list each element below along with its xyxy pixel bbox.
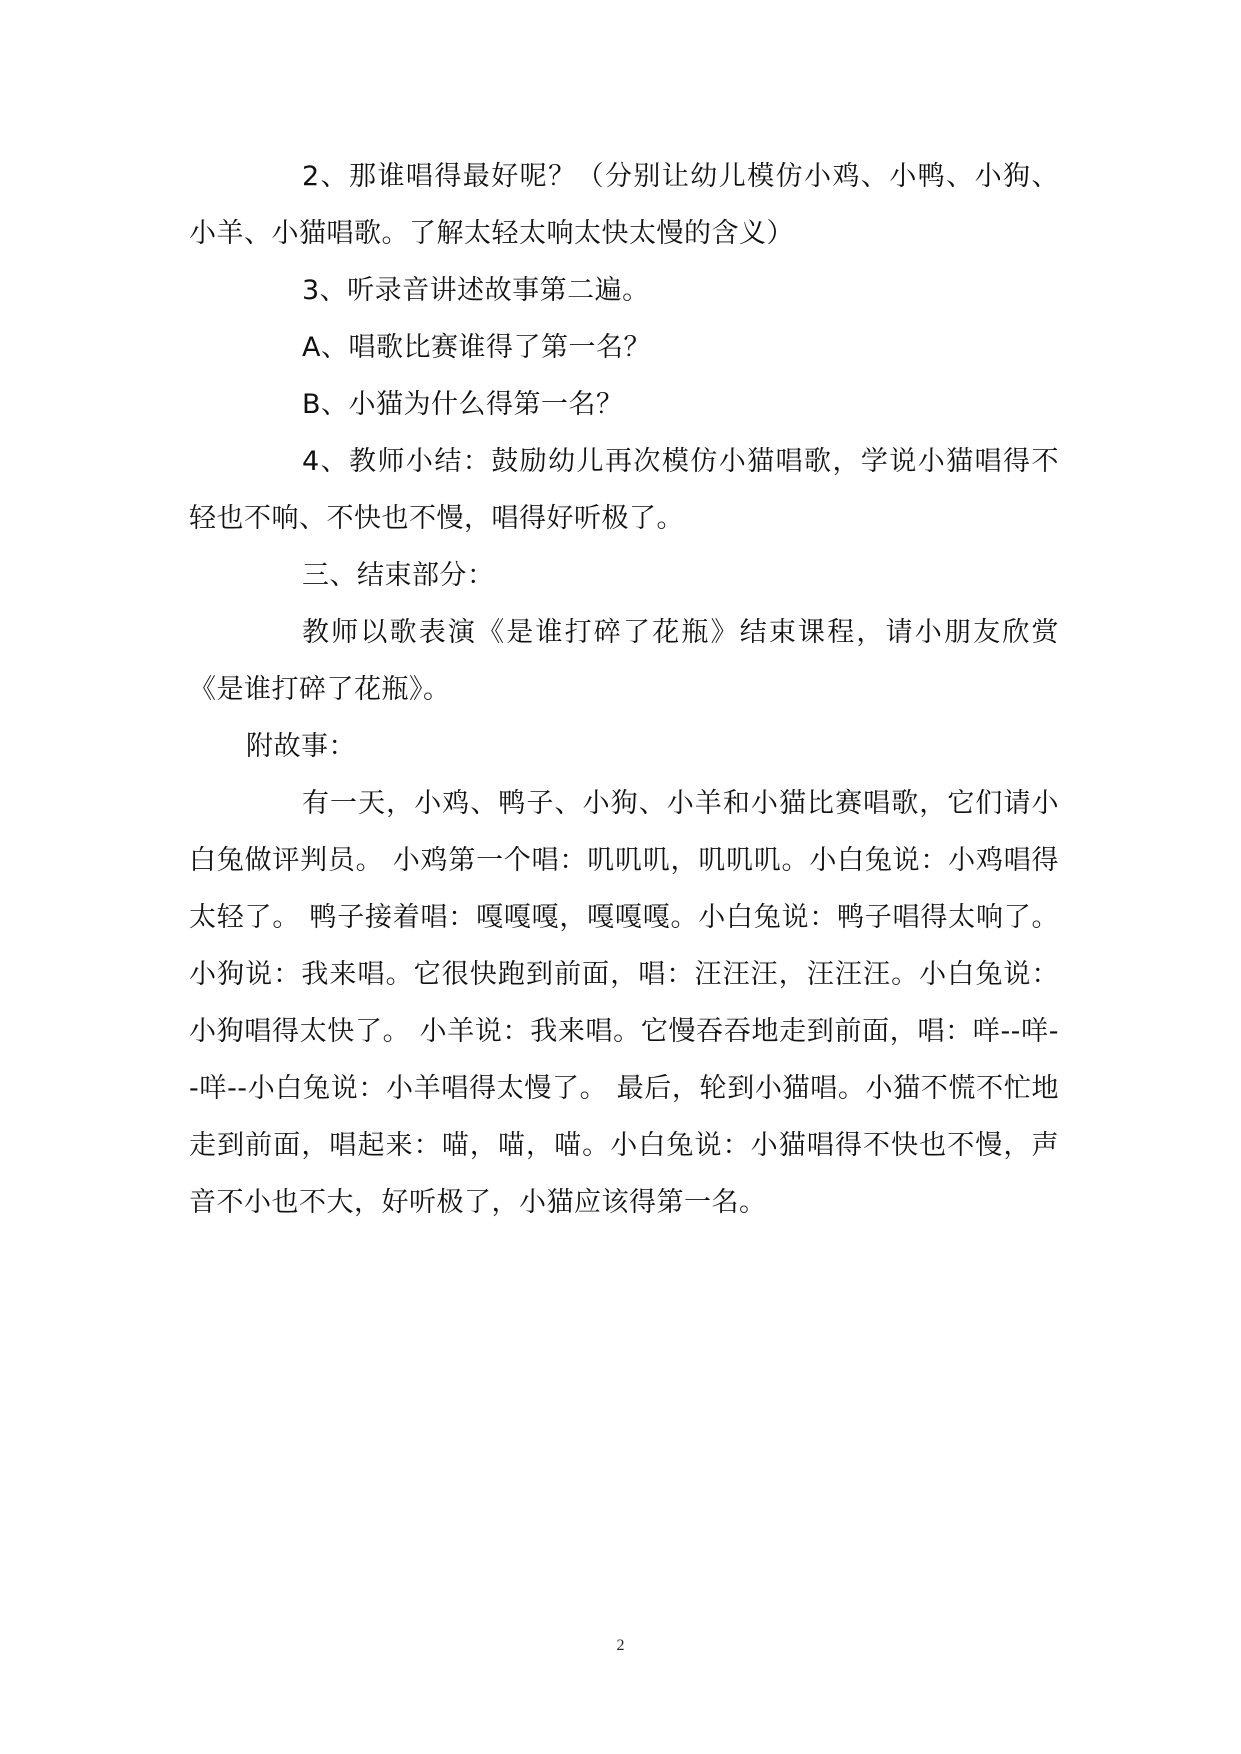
page-number: 2 bbox=[616, 1637, 625, 1654]
paragraph-ending: 教师以歌表演《是谁打碎了花瓶》结束课程，请小朋友欣赏《是谁打碎了花瓶》。 bbox=[189, 617, 1059, 705]
paragraph-story: 有一天，小鸡、鸭子、小狗、小羊和小猫比赛唱歌，它们请小白兔做评判员。 小鸡第一个唱：叽叽叽，叽叽叽。小白兔说：小鸡唱得太轻了。 鸭子接着唱：嘎嘎嘎，嘎嘎嘎。小白兔说：鸭子唱得太响了。 小狗说：我来唱。它很快跑到前面，唱：汪汪汪，汪汪汪。小白兔说：小狗唱得太快了。 小羊说：我来唱。它慢吞吞地走到前面，唱：咩--咩--咩--小白兔说：小羊唱得太慢了。 最后，轮到小猫唱。小猫不慌不忙地走到前面，唱起来：喵，喵，喵。小白兔说：小猫唱得不快也不慢，声音不小也不大，好听极了，小猫应该得第一名。 bbox=[189, 788, 1059, 1218]
paragraph-teacher-summary: 4、教师小结：鼓励幼儿再次模仿小猫唱歌，学说小猫唱得不轻也不响、不快也不慢，唱得好听极了。 bbox=[189, 446, 1059, 534]
paragraph-question-a: A、唱歌比赛谁得了第一名？ bbox=[302, 332, 651, 363]
section-heading-ending: 三、结束部分： bbox=[302, 560, 495, 591]
paragraph-question-2: 2、那谁唱得最好呢？（分别让幼儿模仿小鸡、小鸭、小狗、小羊、小猫唱歌。了解太轻太响太快太慢的含义） bbox=[189, 161, 1059, 249]
story-heading: 附故事： bbox=[246, 731, 356, 762]
paragraph-step-3: 3、听录音讲述故事第二遍。 bbox=[302, 275, 650, 306]
document-body bbox=[189, 148, 1059, 1231]
paragraph-question-b: B、小猫为什么得第一名？ bbox=[302, 389, 624, 420]
